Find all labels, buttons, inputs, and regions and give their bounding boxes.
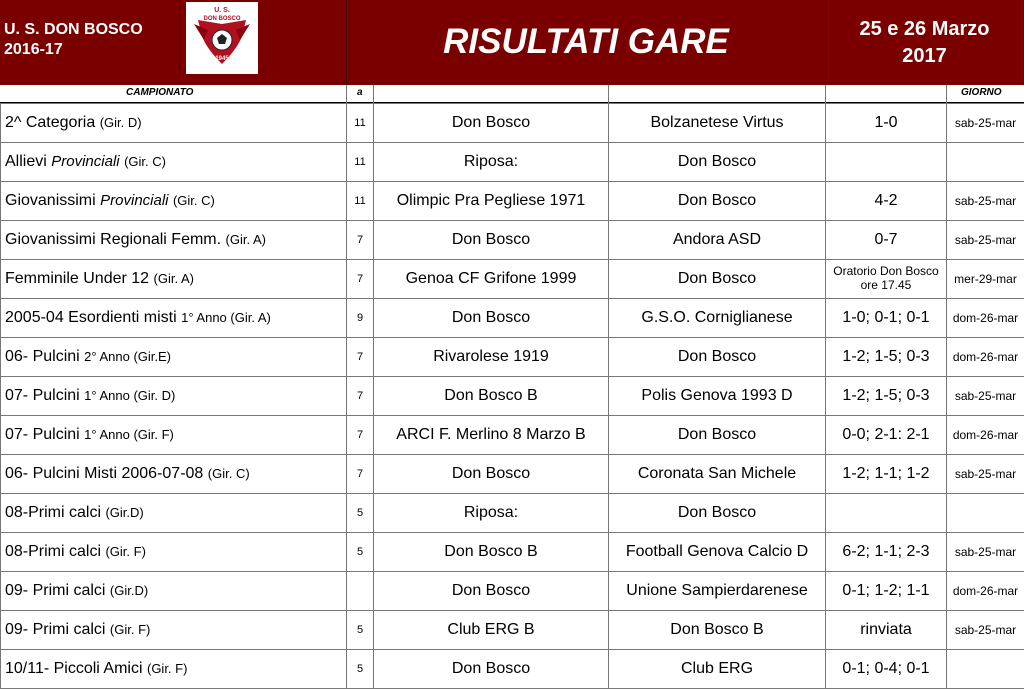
home-team: Don Bosco [451, 309, 531, 326]
away-team: Don Bosco [677, 153, 757, 170]
title-cell [346, 0, 826, 85]
match-note [833, 264, 938, 292]
table-row [1, 494, 1024, 533]
match-day: sab-25-mar [954, 623, 1017, 637]
girone-label: 2° Anno (Gir.E) [84, 349, 172, 364]
logo-top-text: U. S. [214, 7, 230, 14]
result-cell [826, 104, 947, 143]
result-cell [826, 533, 947, 572]
girone-label: (Gir. A) [153, 271, 194, 286]
home-team: ARCI F. Merlino 8 Marzo B [396, 426, 586, 443]
a-value: 7 [356, 429, 364, 441]
table-row [1, 611, 1024, 650]
away-team: Don Bosco [677, 504, 757, 521]
home-team: Don Bosco B [444, 387, 538, 404]
match-day: sab-25-mar [954, 389, 1017, 403]
match-result: 6-2; 1-1; 2-3 [842, 543, 930, 560]
match-day: sab-25-mar [954, 116, 1017, 130]
campionato-cell [1, 455, 347, 494]
result-cell [826, 299, 947, 338]
season: 2016-17 [4, 41, 63, 58]
match-day: sab-25-mar [954, 233, 1017, 247]
championship-name: Giovanissimi Regionali Femm. [5, 231, 222, 248]
results-body [1, 104, 1024, 689]
table-row [1, 533, 1024, 572]
club-logo [186, 2, 258, 74]
table-row [1, 572, 1024, 611]
date-range: 25 e 26 Marzo [859, 18, 990, 40]
a-value: 9 [356, 312, 364, 324]
column-giorno: GIORNO [961, 87, 1002, 98]
logo-year-text: 1945 [215, 56, 229, 62]
header-divider [946, 85, 947, 103]
a-value: 11 [354, 195, 366, 207]
campionato-cell [1, 572, 347, 611]
away-team-cell [609, 104, 826, 143]
giorno-cell [947, 455, 1024, 494]
away-team: Andora ASD [672, 231, 762, 248]
a-cell [347, 104, 374, 143]
away-team: Don Bosco [677, 348, 757, 365]
home-team: Don Bosco [451, 465, 531, 482]
match-day: dom-26-mar [952, 584, 1019, 598]
a-value: 11 [354, 117, 366, 129]
match-time: ore 17.45 [860, 278, 912, 292]
a-cell [347, 416, 374, 455]
match-result: 0-0; 2-1: 2-1 [842, 426, 930, 443]
table-row [1, 143, 1024, 182]
girone-label: (Gir. C) [172, 193, 215, 208]
away-team-cell [609, 572, 826, 611]
match-day: sab-25-mar [954, 467, 1017, 481]
away-team-cell [609, 416, 826, 455]
date-cell [826, 0, 1024, 85]
championship-name: 08-Primi calci [5, 543, 102, 560]
home-team: Olimpic Pra Pegliese 1971 [396, 192, 586, 209]
campionato-cell [1, 650, 347, 689]
championship-level: Provinciali [100, 192, 169, 209]
away-team-cell [609, 611, 826, 650]
home-team-cell [374, 650, 609, 689]
result-cell [826, 650, 947, 689]
a-cell [347, 572, 374, 611]
home-team: Genoa CF Grifone 1999 [405, 270, 577, 287]
a-cell [347, 455, 374, 494]
away-team: Coronata San Michele [637, 465, 797, 482]
a-cell [347, 377, 374, 416]
result-cell [826, 377, 947, 416]
girone-label: 1° Anno (Gir. D) [84, 388, 176, 403]
home-team-cell [374, 299, 609, 338]
championship-level: Provinciali [51, 153, 120, 170]
away-team: Don Bosco [677, 192, 757, 209]
home-team-cell [374, 494, 609, 533]
column-header-row [0, 85, 1024, 103]
a-value: 7 [356, 468, 364, 480]
away-team-cell [609, 533, 826, 572]
a-cell [347, 143, 374, 182]
a-value: 5 [356, 507, 364, 519]
table-row [1, 260, 1024, 299]
match-result: 0-7 [874, 231, 898, 248]
page-title: RISULTATI GARE [443, 22, 729, 61]
a-value: 5 [356, 624, 364, 636]
home-team-cell [374, 455, 609, 494]
girone-label: (Gir.D) [109, 583, 149, 598]
home-team-cell [374, 260, 609, 299]
giorno-cell [947, 572, 1024, 611]
match-day: dom-26-mar [952, 311, 1019, 325]
match-day: sab-25-mar [954, 545, 1017, 559]
away-team-cell [609, 260, 826, 299]
away-team-cell [609, 494, 826, 533]
campionato-cell [1, 182, 347, 221]
giorno-cell [947, 377, 1024, 416]
championship-name: 2005-04 Esordienti misti [5, 309, 177, 326]
a-cell [347, 494, 374, 533]
campionato-cell [1, 338, 347, 377]
home-team: Riposa: [463, 504, 519, 521]
away-team: Club ERG [680, 660, 754, 677]
giorno-cell [947, 611, 1024, 650]
away-team: Polis Genova 1993 D [641, 387, 793, 404]
table-row [1, 416, 1024, 455]
home-team-cell [374, 416, 609, 455]
away-team-cell [609, 299, 826, 338]
home-team: Don Bosco [451, 582, 531, 599]
a-cell [347, 221, 374, 260]
giorno-cell [947, 260, 1024, 299]
away-team-cell [609, 182, 826, 221]
championship-name: 08-Primi calci [5, 504, 102, 521]
header-divider [825, 85, 826, 103]
championship-name: 07- Pulcini [5, 387, 80, 404]
away-team-cell [609, 338, 826, 377]
a-cell [347, 299, 374, 338]
home-team-cell [374, 533, 609, 572]
a-value: 7 [356, 390, 364, 402]
a-value: 11 [354, 156, 366, 168]
result-cell [826, 221, 947, 260]
home-team-cell [374, 104, 609, 143]
match-result: 1-2; 1-5; 0-3 [842, 387, 930, 404]
girone-label: (Gir.D) [105, 505, 144, 520]
away-team: G.S.O. Corniglianese [641, 309, 793, 326]
away-team-cell [609, 455, 826, 494]
a-cell [347, 260, 374, 299]
campionato-cell [1, 299, 347, 338]
home-team-cell [374, 221, 609, 260]
table-row [1, 650, 1024, 689]
home-team: Don Bosco [451, 231, 531, 248]
home-team-cell [374, 572, 609, 611]
a-value: 7 [356, 234, 364, 246]
match-result: 1-0 [874, 114, 898, 131]
giorno-cell [947, 299, 1024, 338]
table-row [1, 221, 1024, 260]
home-team-cell [374, 143, 609, 182]
a-value: 5 [356, 546, 364, 558]
table-row [1, 338, 1024, 377]
championship-name: 09- Primi calci [5, 621, 106, 638]
home-team: Riposa: [463, 153, 519, 170]
match-result: 1-0; 0-1; 0-1 [842, 309, 930, 326]
away-team-cell [609, 377, 826, 416]
home-team-cell [374, 338, 609, 377]
championship-name: 07- Pulcini [5, 426, 80, 443]
championship-name: Femminile Under 12 [5, 270, 150, 287]
a-cell [347, 611, 374, 650]
girone-label: (Gir. F) [146, 661, 188, 676]
column-campionato: CAMPIONATO [126, 87, 194, 98]
home-team: Don Bosco [451, 114, 531, 131]
table-row [1, 455, 1024, 494]
girone-label: (Gir. C) [207, 466, 250, 481]
header-divider [346, 85, 347, 103]
campionato-cell [1, 533, 347, 572]
home-team-cell [374, 611, 609, 650]
away-team: Bolzanetese Virtus [650, 114, 784, 131]
a-cell [347, 533, 374, 572]
championship-name: Allievi [5, 153, 47, 170]
championship-name: Giovanissimi [5, 192, 96, 209]
giorno-cell [947, 182, 1024, 221]
a-cell [347, 650, 374, 689]
logo-graphic [186, 2, 258, 74]
girone-label: (Gir. A) [225, 232, 266, 247]
home-team-cell [374, 377, 609, 416]
campionato-cell [1, 143, 347, 182]
header-banner [0, 0, 1024, 85]
home-team: Don Bosco B [444, 543, 538, 560]
giorno-cell [947, 143, 1024, 182]
result-cell [826, 338, 947, 377]
club-name: U. S. DON BOSCO [4, 21, 143, 38]
giorno-cell [947, 416, 1024, 455]
result-cell [826, 572, 947, 611]
away-team-cell [609, 221, 826, 260]
home-team-cell [374, 182, 609, 221]
table-row [1, 299, 1024, 338]
a-value: 7 [356, 351, 364, 363]
a-value: 5 [356, 663, 364, 675]
girone-label: 1° Anno (Gir. F) [84, 427, 174, 442]
result-cell [826, 416, 947, 455]
a-value: 7 [356, 273, 364, 285]
match-result: 0-1; 0-4; 0-1 [842, 660, 930, 677]
home-team: Rivarolese 1919 [433, 348, 549, 365]
championship-name: 2^ Categoria [5, 114, 96, 131]
championship-name: 09- Primi calci [5, 582, 106, 599]
match-venue: Oratorio Don Bosco [833, 264, 939, 278]
away-team: Football Genova Calcio D [625, 543, 809, 560]
result-cell [826, 182, 947, 221]
match-day: mer-29-mar [954, 272, 1017, 286]
results-table [0, 103, 1024, 689]
campionato-cell [1, 260, 347, 299]
girone-label: (Gir. F) [105, 544, 146, 559]
table-row [1, 104, 1024, 143]
club-info [0, 0, 180, 85]
girone-label: (Gir. D) [99, 115, 142, 130]
match-day: dom-26-mar [952, 428, 1019, 442]
championship-name: 06- Pulcini [5, 348, 80, 365]
giorno-cell [947, 221, 1024, 260]
away-team: Don Bosco [677, 270, 757, 287]
girone-label: (Gir. C) [124, 154, 166, 169]
home-team: Don Bosco [451, 660, 531, 677]
campionato-cell [1, 377, 347, 416]
table-row [1, 182, 1024, 221]
match-day: sab-25-mar [954, 194, 1017, 208]
girone-label: 1° Anno (Gir. A) [181, 310, 271, 325]
match-result: 0-1; 1-2; 1-1 [842, 582, 930, 599]
a-cell [347, 338, 374, 377]
away-team: Unione Sampierdarenese [626, 582, 808, 599]
away-team: Don Bosco B [670, 621, 764, 638]
giorno-cell [947, 533, 1024, 572]
giorno-cell [947, 104, 1024, 143]
match-result: 1-2; 1-5; 0-3 [842, 348, 930, 365]
giorno-cell [947, 494, 1024, 533]
result-cell [826, 611, 947, 650]
championship-name: 10/11- Piccoli Amici [5, 660, 143, 677]
home-team: Club ERG B [447, 621, 535, 638]
result-cell [826, 494, 947, 533]
table-row [1, 377, 1024, 416]
header-divider [373, 85, 374, 103]
championship-name: 06- Pulcini Misti 2006-07-08 [5, 465, 204, 482]
result-cell [826, 143, 947, 182]
result-cell [826, 455, 947, 494]
result-cell [826, 260, 947, 299]
header-divider [608, 85, 609, 103]
giorno-cell [947, 650, 1024, 689]
away-team-cell [609, 143, 826, 182]
match-result: 1-2; 1-1; 1-2 [842, 465, 930, 482]
column-a: a [357, 87, 363, 98]
away-team: Don Bosco [677, 426, 757, 443]
match-day: dom-26-mar [952, 350, 1019, 364]
logo-name-text: DON BOSCO [203, 16, 241, 22]
a-cell [347, 182, 374, 221]
date-year: 2017 [902, 45, 947, 67]
giorno-cell [947, 338, 1024, 377]
away-team-cell [609, 650, 826, 689]
campionato-cell [1, 611, 347, 650]
campionato-cell [1, 416, 347, 455]
match-result: 4-2 [874, 192, 898, 209]
girone-label: (Gir. F) [109, 622, 151, 637]
match-result: rinviata [860, 621, 912, 638]
campionato-cell [1, 221, 347, 260]
campionato-cell [1, 494, 347, 533]
campionato-cell [1, 104, 347, 143]
